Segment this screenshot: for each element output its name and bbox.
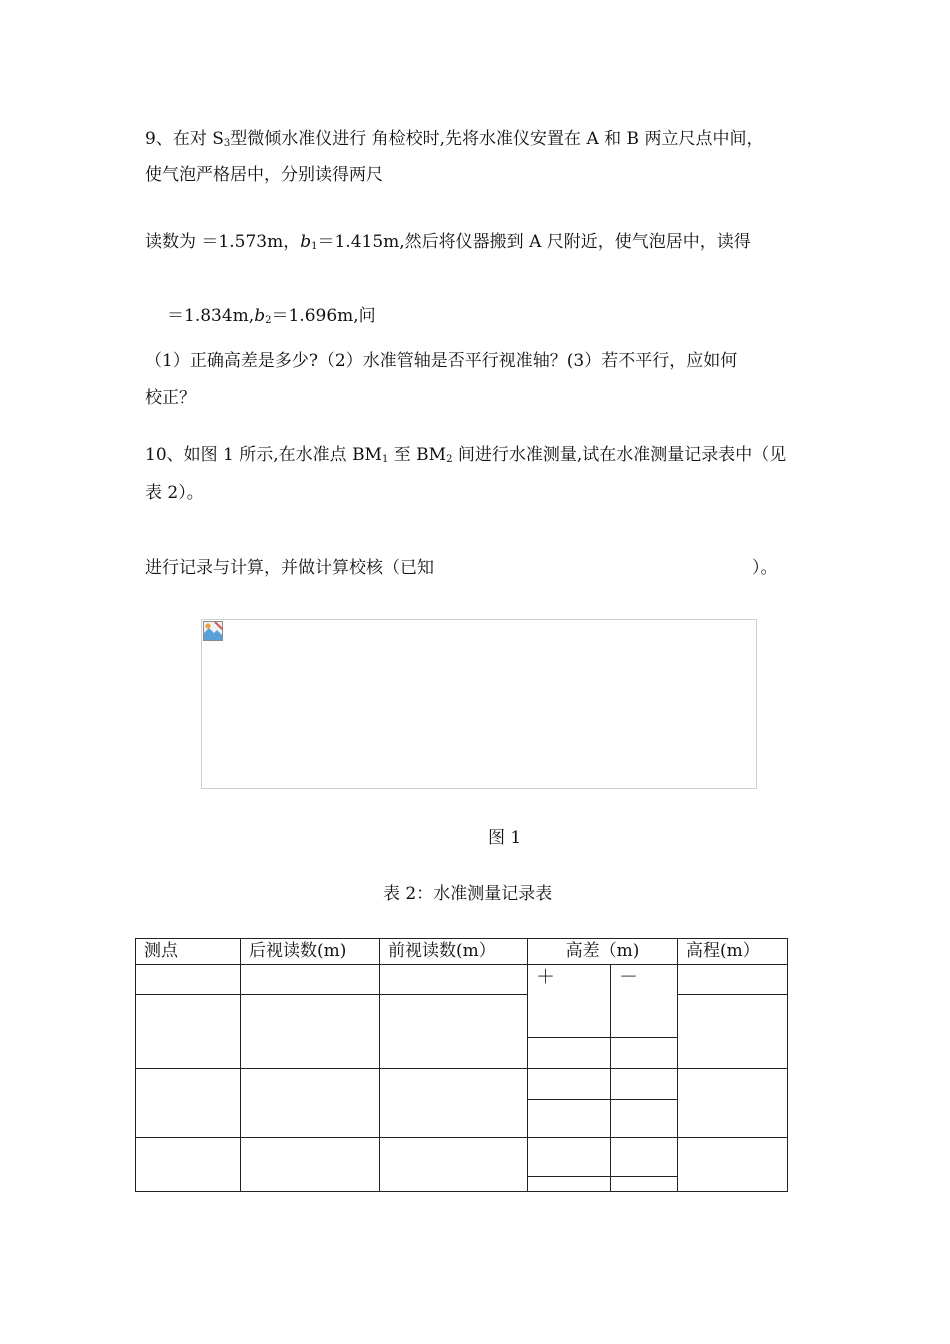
- q9-line3-part1: 读数为 ＝1.573m，: [145, 232, 301, 252]
- cell-diff-plus[interactable]: [528, 1100, 611, 1138]
- cell-station[interactable]: [136, 995, 241, 1069]
- q9-line5: （1）正确高差是多少?（2）水准管轴是否平行视准轴？(3）若不平行，应如何: [145, 351, 738, 371]
- table-row: [136, 1138, 788, 1177]
- q9-line3-var: b: [300, 232, 312, 252]
- cell-diff-plus[interactable]: [528, 965, 611, 1038]
- q10-line1: [145, 444, 786, 471]
- q9-line1-sub: 3: [223, 138, 231, 149]
- broken-image-icon: [203, 621, 223, 641]
- header-foresight: 前视读数(m）: [380, 939, 528, 965]
- cell-foresight[interactable]: [380, 995, 528, 1069]
- q10-line1-part2: 至 BM: [388, 445, 447, 465]
- table-row: [136, 995, 788, 1038]
- q9-line1-part1: 9、在对 S: [145, 129, 224, 149]
- cell-elevation[interactable]: [678, 1069, 788, 1138]
- q10-line1-sub1: 1: [381, 454, 389, 465]
- table-row: [136, 1069, 788, 1100]
- cell-station[interactable]: [136, 965, 241, 995]
- cell-diff-plus[interactable]: [528, 1038, 611, 1069]
- cell-diff-plus[interactable]: [528, 1138, 611, 1177]
- q10-line1-part1: 10、如图 1 所示,在水准点 BM: [145, 445, 382, 465]
- q10-line3-left: 进行记录与计算，并做计算校核（已知: [145, 558, 434, 578]
- table-row: [136, 965, 788, 995]
- cell-backsight[interactable]: [241, 995, 380, 1069]
- q9-line4-part1: ＝1.834m,: [167, 306, 255, 326]
- q9-line1: [145, 128, 763, 155]
- cell-backsight[interactable]: [241, 1138, 380, 1192]
- cell-station[interactable]: [136, 1138, 241, 1192]
- cell-diff-minus[interactable]: [611, 965, 678, 1038]
- header-elevation: 高程(m）: [678, 939, 788, 965]
- cell-diff-plus[interactable]: [528, 1069, 611, 1100]
- plus-sign: ＋: [536, 966, 556, 988]
- figure-caption: 图 1: [488, 828, 522, 848]
- q9-line3: [145, 231, 751, 258]
- q10-line2: 表 2）。: [145, 483, 204, 503]
- q9-line4-var: b: [254, 306, 266, 326]
- cell-diff-plus[interactable]: [528, 1177, 611, 1192]
- figure-1-image: [201, 619, 757, 789]
- header-station: 测点: [136, 939, 241, 965]
- cell-diff-minus[interactable]: [611, 1069, 678, 1100]
- cell-diff-minus[interactable]: [611, 1038, 678, 1069]
- cell-foresight[interactable]: [380, 1138, 528, 1192]
- table-caption: 表 2：水准测量记录表: [383, 884, 553, 904]
- cell-backsight[interactable]: [241, 965, 380, 995]
- q9-line4-sub: 2: [265, 315, 272, 326]
- cell-foresight[interactable]: [380, 1069, 528, 1138]
- cell-diff-minus[interactable]: [611, 1138, 678, 1177]
- q9-line2: 使气泡严格居中，分别读得两尺: [145, 165, 383, 185]
- q9-line3-sub: 1: [311, 241, 318, 252]
- q9-line4-part2: ＝1.696m,问: [271, 306, 376, 326]
- cell-elevation[interactable]: [678, 965, 788, 995]
- q10-line1-part3: 间进行水准测量,试在水准测量记录表中（见: [452, 445, 787, 465]
- q9-line4: [167, 305, 376, 332]
- q9-line3-part2: ＝1.415m,然后将仪器搬到 A 尺附近，使气泡居中，读得: [317, 232, 751, 252]
- level-record-table: [135, 938, 788, 1192]
- cell-foresight[interactable]: [380, 965, 528, 995]
- cell-elevation[interactable]: [678, 1138, 788, 1192]
- cell-station[interactable]: [136, 1069, 241, 1138]
- header-height-diff: 高差（m): [528, 939, 678, 965]
- cell-diff-minus[interactable]: [611, 1100, 678, 1138]
- cell-diff-minus[interactable]: [611, 1177, 678, 1192]
- minus-sign: －: [619, 966, 639, 988]
- q10-line1-sub2: 2: [446, 454, 453, 465]
- table-header-row: [136, 939, 788, 965]
- cell-elevation[interactable]: [678, 995, 788, 1069]
- q10-line3-right: ）。: [752, 558, 778, 578]
- q9-line6: 校正？: [145, 388, 196, 408]
- q9-line1-part2: 型微倾水准仪进行 角检校时,先将水准仪安置在 A 和 B 两立尺点中间，: [230, 129, 764, 149]
- header-backsight: 后视读数(m): [241, 939, 380, 965]
- cell-backsight[interactable]: [241, 1069, 380, 1138]
